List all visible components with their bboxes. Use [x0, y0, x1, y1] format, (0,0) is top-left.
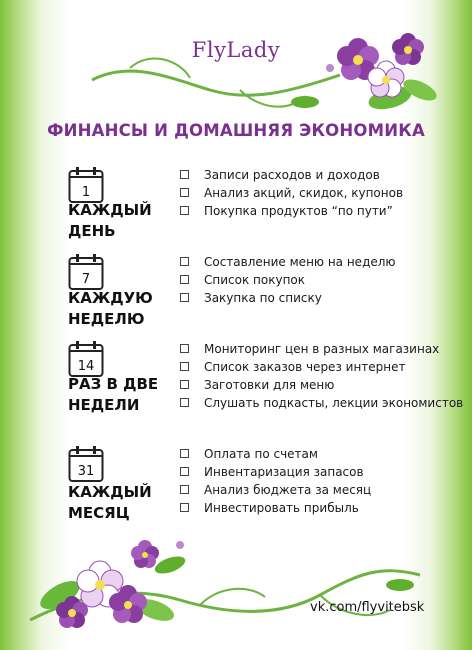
calendar-icon [68, 340, 104, 378]
calendar-day-number: 31 [77, 464, 95, 479]
calendar-day-number: 7 [81, 272, 91, 287]
calendar-icon [68, 445, 104, 483]
top-floral-decoration [90, 20, 470, 120]
calendar-day-number: 14 [77, 359, 95, 374]
checkbox[interactable] [180, 170, 189, 179]
period-line: НЕДЕЛЮ [68, 310, 145, 328]
checkbox[interactable] [180, 503, 189, 512]
checkbox[interactable] [180, 275, 189, 284]
checkbox[interactable] [180, 188, 189, 197]
checkbox[interactable] [180, 344, 189, 353]
period-label [68, 200, 152, 242]
checkbox[interactable] [180, 449, 189, 458]
checkbox[interactable] [180, 257, 189, 266]
period-label [68, 482, 152, 524]
calendar-icon [68, 253, 104, 291]
footer-link[interactable]: vk.com/flyvitebsk [310, 600, 425, 615]
period-line: МЕСЯЦ [68, 504, 130, 522]
period-line: КАЖДЫЙ [68, 483, 152, 501]
checkbox[interactable] [180, 467, 189, 476]
page-title: ФИНАНСЫ И ДОМАШНЯЯ ЭКОНОМИКА [47, 121, 425, 140]
checkbox[interactable] [180, 293, 189, 302]
checkbox[interactable] [180, 380, 189, 389]
calendar-day-number: 1 [81, 185, 91, 200]
calendar-icon [68, 166, 104, 204]
period-label [68, 374, 158, 416]
period-line: КАЖДЫЙ [68, 201, 152, 219]
period-line: КАЖДУЮ [68, 289, 153, 307]
period-line: ДЕНЬ [68, 222, 116, 240]
bottom-floral-decoration [20, 525, 440, 645]
checkbox[interactable] [180, 398, 189, 407]
checkbox[interactable] [180, 485, 189, 494]
period-label [68, 288, 153, 330]
checkbox[interactable] [180, 206, 189, 215]
checklist-page: FlyLady ФИНАНСЫ И ДОМАШНЯЯ ЭКОНОМИКА 1 КАЖДЫЙ ДЕНЬ Записи расходов и доходов Анализ акций, скидок, купонов Покупка продуктов “по пути” 7 КАЖДУЮ НЕДЕЛЮ Составление меню на неделю Список покупок Закупка по списку 14 РАЗ В ДВЕ НЕДЕЛИ Мониторинг цен в разных магазинах Список заказов через интернет Заготовки для меню Слушать подкасты, лекции экономистов 31 КАЖДЫЙ МЕСЯЦ Оплата по счетам Инвентаризация запасов Анализ бюджета за месяц Инвестировать прибыль vk.com/flyvitebsk [0, 0, 472, 650]
period-line: НЕДЕЛИ [68, 396, 140, 414]
brand-logo-text: FlyLady [191, 38, 281, 62]
period-line: РАЗ В ДВЕ [68, 375, 159, 393]
checkbox[interactable] [180, 362, 189, 371]
